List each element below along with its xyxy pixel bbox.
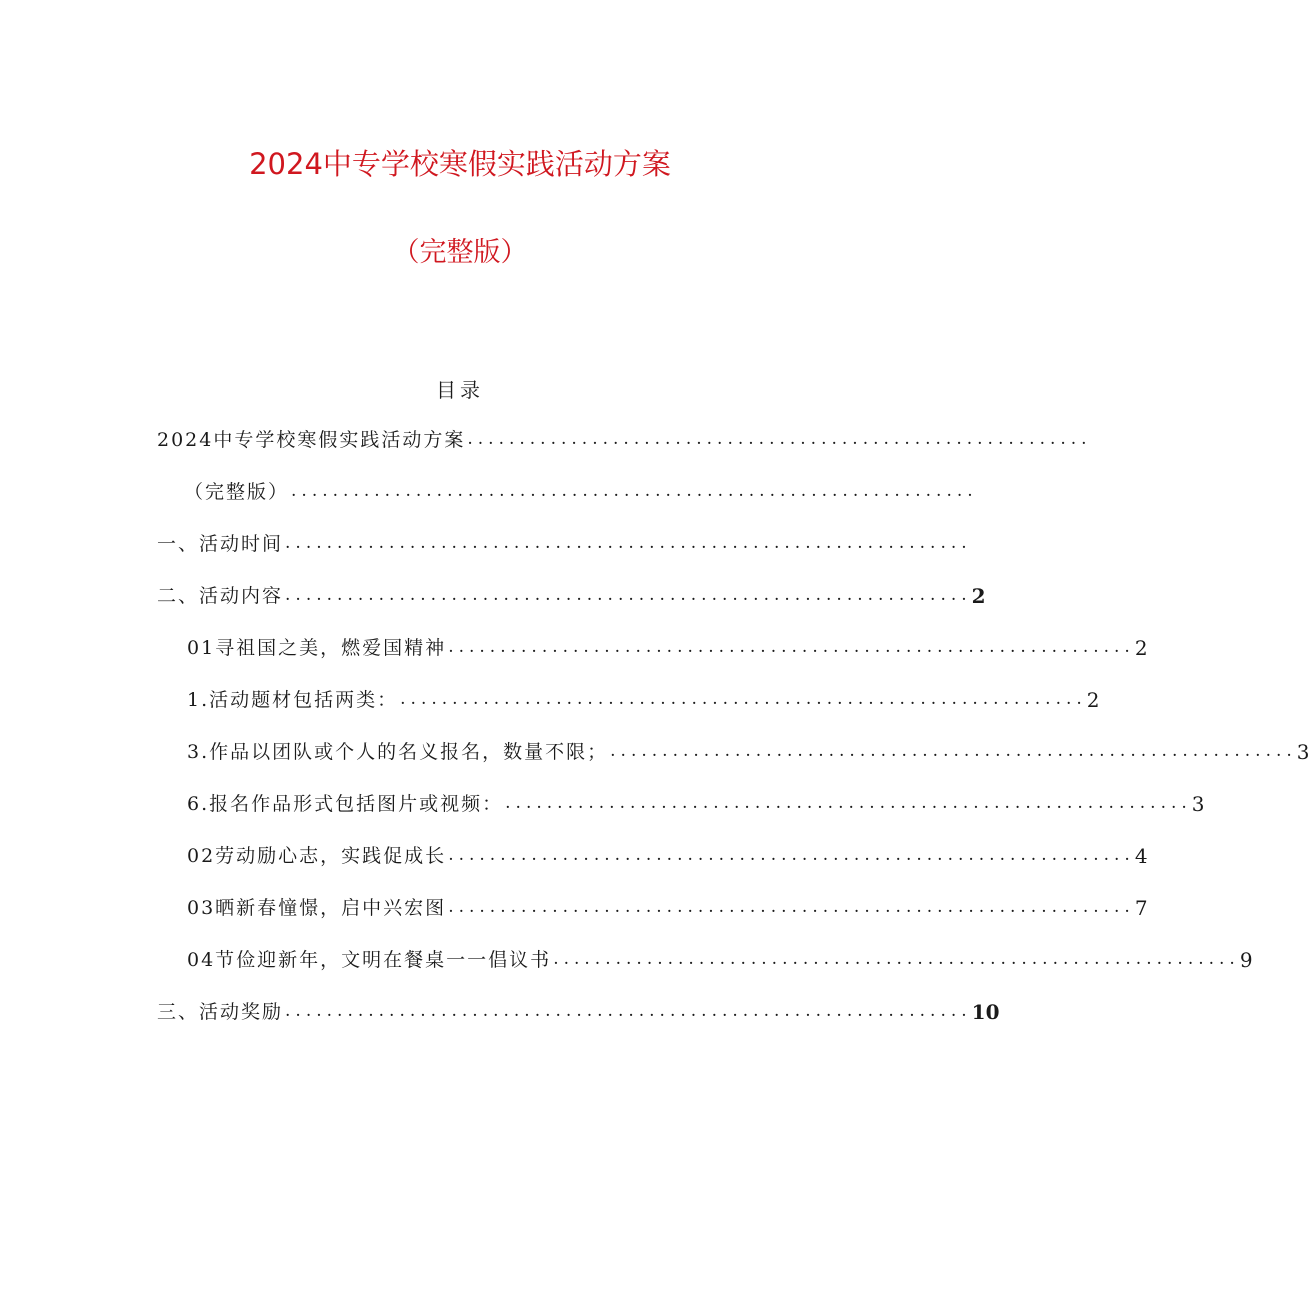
toc-entry-page: 2 bbox=[1134, 636, 1148, 660]
toc-entry[interactable] bbox=[187, 632, 1148, 660]
toc-entry[interactable] bbox=[187, 944, 1253, 972]
toc-leader: .................................................................. bbox=[553, 949, 1240, 969]
toc-entry[interactable] bbox=[157, 528, 972, 556]
toc-entry[interactable] bbox=[187, 736, 1310, 764]
toc-heading: 目录 bbox=[436, 378, 484, 402]
toc-entry-page: 9 bbox=[1239, 948, 1253, 972]
toc-leader: .................................................................. bbox=[448, 637, 1135, 657]
toc-entry[interactable] bbox=[187, 788, 1205, 816]
toc-entry-label: 三、活动奖励 bbox=[157, 1001, 284, 1023]
toc-entry[interactable] bbox=[157, 424, 1092, 452]
toc-leader: .................................................................. bbox=[610, 741, 1297, 761]
toc-leader: .................................................................. bbox=[448, 897, 1135, 917]
toc-entry-page: 2 bbox=[1086, 688, 1100, 712]
toc-leader: .................................................................. bbox=[285, 533, 972, 553]
toc-entry-label: 6.报名作品形式包括图片或视频： bbox=[187, 793, 504, 815]
toc-leader: .................................................................. bbox=[505, 793, 1192, 813]
toc-entry-label: 1.活动题材包括两类： bbox=[187, 689, 399, 711]
toc-entry-label: 一、活动时间 bbox=[157, 533, 284, 555]
document-title: 2024中专学校寒假实践活动方案 bbox=[249, 147, 671, 181]
toc-entry-label: 2024中专学校寒假实践活动方案 bbox=[157, 429, 466, 451]
toc-leader: .................................................................. bbox=[291, 481, 978, 501]
toc-entry-label: 04节俭迎新年，文明在餐桌一一倡议书 bbox=[187, 949, 552, 971]
toc-entry[interactable] bbox=[157, 996, 1000, 1024]
toc-entry-label: 二、活动内容 bbox=[157, 585, 284, 607]
toc-leader: ............................................................ bbox=[467, 429, 1092, 449]
toc-entry[interactable] bbox=[187, 684, 1100, 712]
toc-leader: .................................................................. bbox=[285, 585, 972, 605]
toc-entry-label: （完整版） bbox=[184, 481, 290, 503]
toc-entry-page: 7 bbox=[1134, 896, 1148, 920]
toc-entry[interactable] bbox=[187, 840, 1148, 868]
toc-entry-page: 3 bbox=[1191, 792, 1205, 816]
toc-leader: .................................................................. bbox=[285, 1001, 972, 1021]
toc-entry[interactable] bbox=[157, 580, 986, 608]
toc-entry-label: 02劳动励心志，实践促成长 bbox=[187, 845, 447, 867]
document-subtitle: （完整版） bbox=[392, 237, 528, 268]
toc-entry-label: 3.作品以团队或个人的名义报名，数量不限； bbox=[187, 741, 609, 763]
toc-entry[interactable] bbox=[187, 892, 1148, 920]
toc-entry-label: 03晒新春憧憬，启中兴宏图 bbox=[187, 897, 447, 919]
toc-entry-page: 2 bbox=[971, 584, 986, 608]
toc-entry[interactable] bbox=[184, 476, 978, 504]
toc-entry-page: 10 bbox=[971, 1000, 1000, 1024]
toc-leader: .................................................................. bbox=[400, 689, 1087, 709]
toc-entry-page: 3 bbox=[1296, 740, 1310, 764]
toc-leader: .................................................................. bbox=[448, 845, 1135, 865]
toc-entry-label: 01寻祖国之美，燃爱国精神 bbox=[187, 637, 447, 659]
toc-entry-page: 4 bbox=[1134, 844, 1148, 868]
